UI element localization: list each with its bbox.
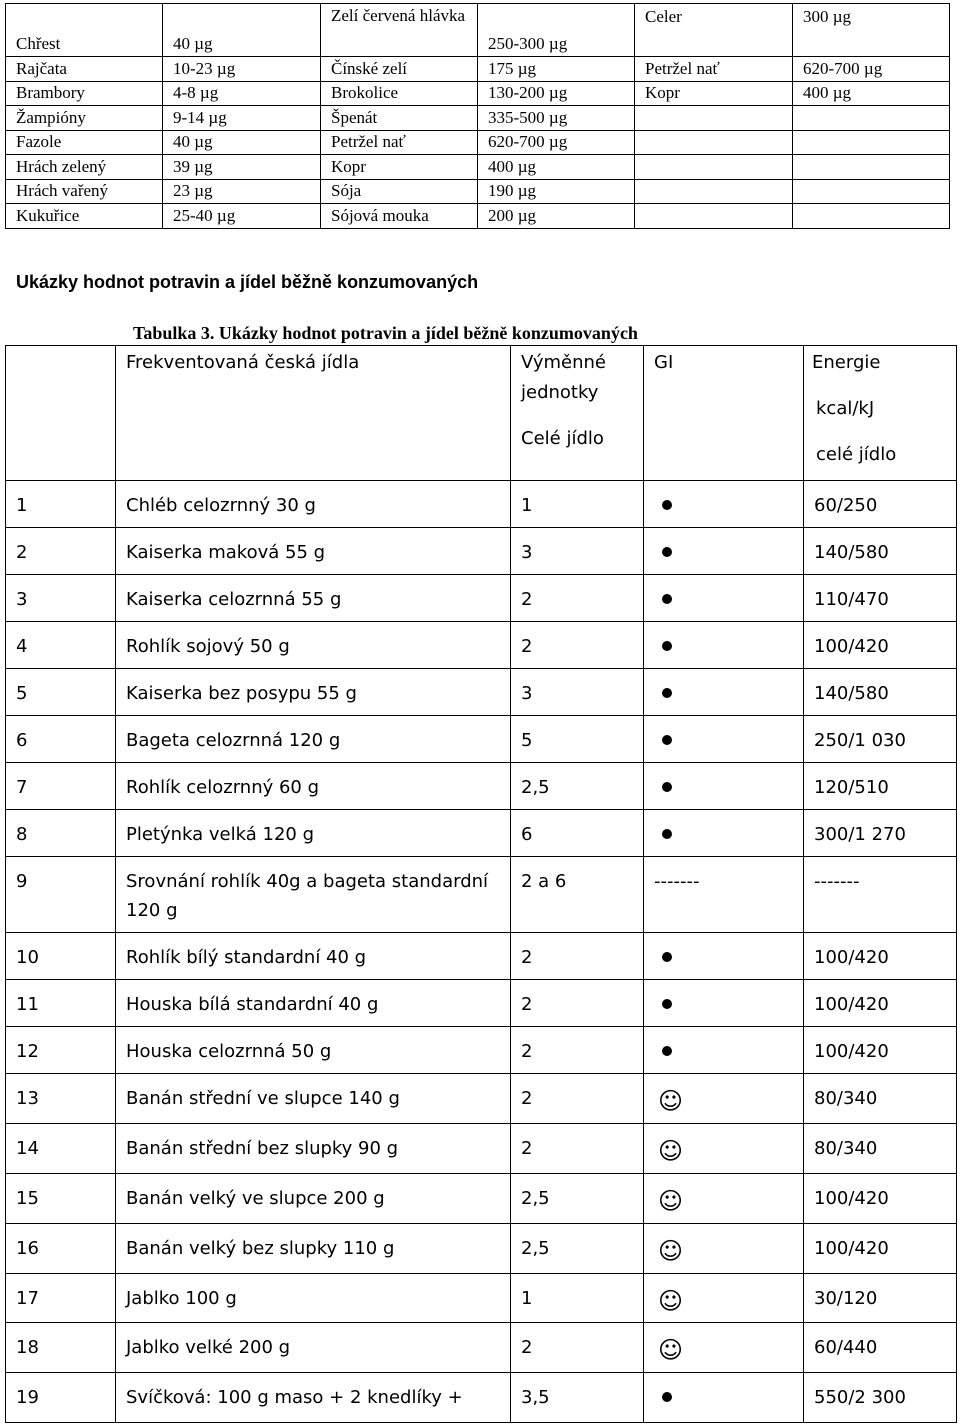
row-number: 6	[16, 730, 28, 751]
food-name: Chřest	[6, 4, 163, 57]
row-number: 15	[16, 1188, 39, 1209]
exchange-units: 2	[521, 636, 533, 657]
folate-value: 39 µg	[163, 155, 321, 180]
dot-icon	[662, 547, 672, 557]
energy-value-cell	[804, 857, 957, 933]
food-name	[635, 130, 793, 155]
dot-icon	[662, 594, 672, 604]
food-name: Celer	[635, 4, 793, 57]
folate-value: 200 µg	[478, 204, 635, 229]
energy-value-cell	[804, 669, 957, 716]
row-number-cell	[6, 1027, 116, 1074]
exchange-units: 2	[521, 1337, 533, 1358]
table-caption: Tabulka 3. Ukázky hodnot potravin a jídel běžně konzumovaných	[133, 323, 638, 343]
exchange-units-cell	[511, 1074, 644, 1124]
exchange-units: 1	[521, 1288, 533, 1309]
folate-value: 400 µg	[793, 81, 950, 106]
folate-value: 620-700 µg	[793, 57, 950, 82]
energy-value: 80/340	[814, 1088, 878, 1109]
meal-name: Rohlík celozrnný 60 g	[126, 777, 320, 798]
exchange-units: 1	[521, 495, 533, 516]
folate-value: 300 µg	[793, 4, 950, 57]
table-row	[6, 204, 950, 229]
folate-value: 4-8 µg	[163, 81, 321, 106]
gi-cell	[644, 1224, 804, 1274]
dot-icon	[662, 641, 672, 651]
gi-cell	[644, 716, 804, 763]
table-row	[6, 1373, 957, 1423]
food-name	[635, 204, 793, 229]
gi-cell	[644, 575, 804, 622]
energy-value-cell	[804, 810, 957, 857]
table-row	[6, 106, 950, 131]
table-row	[6, 179, 950, 204]
row-number: 16	[16, 1238, 39, 1259]
energy-value-cell	[804, 1174, 957, 1224]
exchange-units-cell	[511, 1373, 644, 1423]
gi-cell	[644, 810, 804, 857]
row-number-cell	[6, 622, 116, 669]
meal-name-cell	[116, 1124, 511, 1174]
table-row	[6, 810, 957, 857]
gi-cell	[644, 481, 804, 528]
food-name	[635, 155, 793, 180]
row-number: 1	[16, 495, 28, 516]
folate-value	[793, 155, 950, 180]
header-meal	[116, 346, 511, 481]
table-row	[6, 1124, 957, 1174]
energy-value: -------	[814, 871, 860, 892]
row-number: 2	[16, 542, 28, 563]
energy-value: 60/440	[814, 1337, 878, 1358]
exchange-units-cell	[511, 980, 644, 1027]
header-gi	[644, 346, 804, 481]
energy-value: 140/580	[814, 542, 889, 563]
row-number-cell	[6, 1323, 116, 1373]
meal-table	[5, 345, 957, 1423]
table-row	[6, 575, 957, 622]
energy-value-cell	[804, 980, 957, 1027]
table-row	[6, 669, 957, 716]
folate-value	[793, 130, 950, 155]
meal-name-cell	[116, 1027, 511, 1074]
table-row	[6, 481, 957, 528]
meal-name: Chléb celozrnný 30 g	[126, 495, 316, 516]
table-row	[6, 4, 950, 57]
folate-table	[5, 3, 950, 229]
gi-cell	[644, 1373, 804, 1423]
exchange-units-cell	[511, 481, 644, 528]
exchange-units-cell	[511, 669, 644, 716]
food-name: Rajčata	[6, 57, 163, 82]
folate-value	[793, 106, 950, 131]
exchange-units: 6	[521, 824, 533, 845]
exchange-units: 2	[521, 947, 533, 968]
section-heading: Ukázky hodnot potravin a jídel běžně konzumovaných	[16, 272, 479, 292]
table-row	[6, 57, 950, 82]
smiley-icon: ☺	[658, 1336, 684, 1364]
header-units	[511, 346, 644, 481]
row-number-cell	[6, 1124, 116, 1174]
row-number: 14	[16, 1138, 39, 1159]
energy-value: 100/420	[814, 994, 889, 1015]
energy-value: 100/420	[814, 636, 889, 657]
exchange-units-cell	[511, 1224, 644, 1274]
exchange-units-cell	[511, 1124, 644, 1174]
meal-name-cell	[116, 857, 511, 933]
gi-cell	[644, 1124, 804, 1174]
energy-value-cell	[804, 1074, 957, 1124]
gi-cell	[644, 1027, 804, 1074]
meal-name-cell	[116, 980, 511, 1027]
gi-cell	[644, 933, 804, 980]
gi-cell	[644, 980, 804, 1027]
gi-cell	[644, 1274, 804, 1323]
header-units-line1: Výměnné	[521, 352, 606, 373]
exchange-units: 3	[521, 542, 533, 563]
row-number: 7	[16, 777, 28, 798]
row-number: 19	[16, 1387, 39, 1408]
header-meal-label: Frekventovaná česká jídla	[126, 352, 360, 373]
dot-icon	[662, 999, 672, 1009]
gi-cell	[644, 763, 804, 810]
row-number: 4	[16, 636, 28, 657]
energy-value: 30/120	[814, 1288, 878, 1309]
folate-value	[793, 204, 950, 229]
energy-value: 250/1 030	[814, 730, 906, 751]
header-units-line2: jednotky	[521, 382, 599, 403]
row-number-cell	[6, 763, 116, 810]
gi-cell	[644, 1323, 804, 1373]
energy-value: 300/1 270	[814, 824, 906, 845]
exchange-units: 3,5	[521, 1387, 550, 1408]
table-row	[6, 528, 957, 575]
row-number-cell	[6, 716, 116, 763]
folate-value: 335-500 µg	[478, 106, 635, 131]
energy-value-cell	[804, 1323, 957, 1373]
gi-cell	[644, 528, 804, 575]
meal-name: Svíčková: 100 g maso + 2 knedlíky +	[126, 1387, 463, 1408]
energy-value: 140/580	[814, 683, 889, 704]
smiley-icon: ☺	[658, 1187, 684, 1215]
meal-name-cell	[116, 622, 511, 669]
row-number: 12	[16, 1041, 39, 1062]
energy-value: 120/510	[814, 777, 889, 798]
energy-value-cell	[804, 1124, 957, 1174]
header-units-line3: Celé jídlo	[521, 428, 604, 449]
food-name: Čínské zelí	[321, 57, 478, 82]
gi-cell	[644, 622, 804, 669]
dot-icon	[662, 952, 672, 962]
exchange-units: 2	[521, 1041, 533, 1062]
exchange-units-cell	[511, 716, 644, 763]
exchange-units-cell	[511, 528, 644, 575]
meal-name: Banán střední ve slupce 140 g	[126, 1088, 400, 1109]
folate-value: 130-200 µg	[478, 81, 635, 106]
meal-name: Houska celozrnná 50 g	[126, 1041, 332, 1062]
table-row	[6, 857, 957, 933]
meal-name: Rohlík sojový 50 g	[126, 636, 290, 657]
meal-name: Jablko velké 200 g	[126, 1337, 291, 1358]
meal-name: Kaiserka celozrnná 55 g	[126, 589, 342, 610]
row-number: 10	[16, 947, 39, 968]
folate-value	[793, 179, 950, 204]
table-row	[6, 980, 957, 1027]
folate-value: 10-23 µg	[163, 57, 321, 82]
meal-name: Banán velký bez slupky 110 g	[126, 1238, 395, 1259]
exchange-units: 2 a 6	[521, 871, 567, 892]
energy-value-cell	[804, 1224, 957, 1274]
dot-icon	[662, 688, 672, 698]
meal-name: Houska bílá standardní 40 g	[126, 994, 379, 1015]
row-number-cell	[6, 1373, 116, 1423]
meal-name-cell	[116, 810, 511, 857]
energy-value-cell	[804, 933, 957, 980]
row-number: 13	[16, 1088, 39, 1109]
gi-cell	[644, 669, 804, 716]
row-number-cell	[6, 1074, 116, 1124]
exchange-units-cell	[511, 1323, 644, 1373]
table-row	[6, 716, 957, 763]
dot-icon	[662, 1392, 672, 1402]
table-row	[6, 1027, 957, 1074]
energy-value: 80/340	[814, 1138, 878, 1159]
food-name: Kukuřice	[6, 204, 163, 229]
meal-name-cell	[116, 1224, 511, 1274]
meal-name: Srovnání rohlík 40g a bageta standardní 120 g	[126, 871, 489, 921]
table-row	[6, 933, 957, 980]
folate-value: 40 µg	[163, 130, 321, 155]
energy-value-cell	[804, 716, 957, 763]
meal-name-cell	[116, 575, 511, 622]
energy-value-cell	[804, 1027, 957, 1074]
meal-name: Bageta celozrnná 120 g	[126, 730, 341, 751]
row-number-cell	[6, 857, 116, 933]
food-name: Zelí červená hlávka	[321, 4, 478, 57]
row-number-cell	[6, 1274, 116, 1323]
exchange-units-cell	[511, 933, 644, 980]
energy-value-cell	[804, 622, 957, 669]
folate-value: 23 µg	[163, 179, 321, 204]
food-name: Kopr	[321, 155, 478, 180]
food-name: Hrách zelený	[6, 155, 163, 180]
row-number-cell	[6, 481, 116, 528]
row-number-cell	[6, 810, 116, 857]
folate-value: 620-700 µg	[478, 130, 635, 155]
energy-value: 550/2 300	[814, 1387, 906, 1408]
food-name: Špenát	[321, 106, 478, 131]
energy-value-cell	[804, 481, 957, 528]
food-name: Hrách vařený	[6, 179, 163, 204]
exchange-units-cell	[511, 622, 644, 669]
gi-cell	[644, 857, 804, 933]
table-row	[6, 1074, 957, 1124]
gi-value: -------	[654, 871, 700, 892]
meal-name-cell	[116, 528, 511, 575]
energy-value: 100/420	[814, 1188, 889, 1209]
dot-icon	[662, 1046, 672, 1056]
gi-cell	[644, 1074, 804, 1124]
row-number: 18	[16, 1337, 39, 1358]
meal-name-cell	[116, 716, 511, 763]
header-energy-line3: celé jídlo	[816, 444, 897, 465]
dot-icon	[662, 829, 672, 839]
energy-value: 100/420	[814, 947, 889, 968]
table-row	[6, 81, 950, 106]
smiley-icon: ☺	[658, 1137, 684, 1165]
exchange-units: 2	[521, 1138, 533, 1159]
header-energy	[804, 346, 957, 481]
folate-value: 400 µg	[478, 155, 635, 180]
table-row	[6, 763, 957, 810]
folate-value: 9-14 µg	[163, 106, 321, 131]
row-number-cell	[6, 980, 116, 1027]
meal-name-cell	[116, 1074, 511, 1124]
meal-name-cell	[116, 933, 511, 980]
row-number: 8	[16, 824, 28, 845]
meal-name-cell	[116, 1174, 511, 1224]
meal-name: Kaiserka maková 55 g	[126, 542, 326, 563]
header-energy-line2: kcal/kJ	[816, 398, 875, 419]
smiley-icon: ☺	[658, 1237, 684, 1265]
folate-table-body	[6, 4, 950, 229]
gi-cell	[644, 1174, 804, 1224]
row-number-cell	[6, 669, 116, 716]
food-name: Sójová mouka	[321, 204, 478, 229]
meal-name-cell	[116, 669, 511, 716]
folate-value: 250-300 µg	[478, 4, 635, 57]
food-name: Fazole	[6, 130, 163, 155]
row-number-cell	[6, 1224, 116, 1274]
row-number: 9	[16, 871, 28, 892]
folate-value: 190 µg	[478, 179, 635, 204]
energy-value: 60/250	[814, 495, 878, 516]
header-energy-line1: Energie	[812, 352, 881, 373]
meal-name: Banán velký ve slupce 200 g	[126, 1188, 385, 1209]
header-gi-label: GI	[654, 352, 674, 373]
food-name: Kopr	[635, 81, 793, 106]
exchange-units: 2,5	[521, 1188, 550, 1209]
row-number: 17	[16, 1288, 39, 1309]
meal-name: Rohlík bílý standardní 40 g	[126, 947, 367, 968]
food-name: Žampióny	[6, 106, 163, 131]
row-number: 3	[16, 589, 28, 610]
meal-table-body	[6, 346, 957, 1423]
food-name: Petržel nať	[321, 130, 478, 155]
row-number-cell	[6, 1174, 116, 1224]
row-number: 5	[16, 683, 28, 704]
energy-value-cell	[804, 763, 957, 810]
meal-name-cell	[116, 1274, 511, 1323]
exchange-units-cell	[511, 763, 644, 810]
exchange-units-cell	[511, 857, 644, 933]
exchange-units: 2	[521, 994, 533, 1015]
energy-value: 100/420	[814, 1238, 889, 1259]
dot-icon	[662, 735, 672, 745]
exchange-units: 2	[521, 589, 533, 610]
energy-value-cell	[804, 575, 957, 622]
food-name: Brambory	[6, 81, 163, 106]
row-number-cell	[6, 575, 116, 622]
folate-value: 40 µg	[163, 4, 321, 57]
food-name	[635, 106, 793, 131]
table-row	[6, 622, 957, 669]
exchange-units-cell	[511, 810, 644, 857]
row-number-cell	[6, 933, 116, 980]
table-row	[6, 1224, 957, 1274]
energy-value: 100/420	[814, 1041, 889, 1062]
energy-value-cell	[804, 1373, 957, 1423]
exchange-units-cell	[511, 575, 644, 622]
table-row	[6, 1274, 957, 1323]
food-name	[635, 179, 793, 204]
dot-icon	[662, 782, 672, 792]
exchange-units: 2	[521, 1088, 533, 1109]
energy-value: 110/470	[814, 589, 889, 610]
energy-value-cell	[804, 528, 957, 575]
table-header-row	[6, 346, 957, 481]
row-number-cell	[6, 528, 116, 575]
header-number	[6, 346, 116, 481]
meal-name-cell	[116, 763, 511, 810]
exchange-units: 3	[521, 683, 533, 704]
meal-name: Banán střední bez slupky 90 g	[126, 1138, 399, 1159]
row-number: 11	[16, 994, 39, 1015]
folate-value: 175 µg	[478, 57, 635, 82]
exchange-units: 2,5	[521, 777, 550, 798]
meal-name-cell	[116, 1323, 511, 1373]
food-name: Sója	[321, 179, 478, 204]
meal-name-cell	[116, 1373, 511, 1423]
table-row	[6, 155, 950, 180]
meal-name: Pletýnka velká 120 g	[126, 824, 314, 845]
table-row	[6, 1323, 957, 1373]
folate-value: 25-40 µg	[163, 204, 321, 229]
smiley-icon: ☺	[658, 1287, 684, 1315]
exchange-units-cell	[511, 1027, 644, 1074]
dot-icon	[662, 500, 672, 510]
table-row	[6, 1174, 957, 1224]
exchange-units-cell	[511, 1274, 644, 1323]
exchange-units: 2,5	[521, 1238, 550, 1259]
table-row	[6, 130, 950, 155]
food-name: Petržel nať	[635, 57, 793, 82]
exchange-units-cell	[511, 1174, 644, 1224]
meal-name: Kaiserka bez posypu 55 g	[126, 683, 357, 704]
exchange-units: 5	[521, 730, 533, 751]
meal-name-cell	[116, 481, 511, 528]
energy-value-cell	[804, 1274, 957, 1323]
smiley-icon: ☺	[658, 1087, 684, 1115]
food-name: Brokolice	[321, 81, 478, 106]
meal-name: Jablko 100 g	[126, 1288, 237, 1309]
